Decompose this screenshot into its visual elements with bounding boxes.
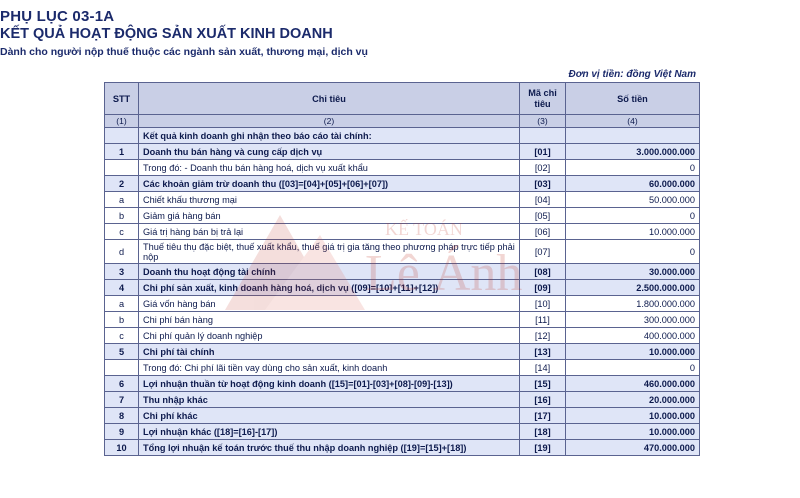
table-row (105, 160, 700, 176)
row-stt: 8 (105, 408, 139, 424)
row-amount: 10.000.000 (566, 424, 700, 440)
table-row (105, 360, 700, 376)
row-code: [13] (520, 344, 566, 360)
row-stt: a (105, 192, 139, 208)
table-row (105, 440, 700, 456)
row-amount: 470.000.000 (566, 440, 700, 456)
report-table (104, 82, 700, 456)
row-indicator: Trong đó: Chi phí lãi tiền vay dùng cho sản xuất, kinh doanh (139, 360, 520, 376)
row-code: [18] (520, 424, 566, 440)
row-indicator: Giá vốn hàng bán (139, 296, 520, 312)
row-stt: b (105, 208, 139, 224)
table-row (105, 328, 700, 344)
row-stt: 5 (105, 344, 139, 360)
row-code (520, 128, 566, 144)
row-indicator: Chi phí tài chính (139, 344, 520, 360)
page-description: Dành cho người nộp thuế thuộc các ngành sản xuất, thương mại, dịch vụ (0, 46, 368, 58)
row-stt: 4 (105, 280, 139, 296)
row-code: [19] (520, 440, 566, 456)
row-code: [14] (520, 360, 566, 376)
report-table-container (104, 82, 699, 490)
table-row (105, 392, 700, 408)
table-row (105, 376, 700, 392)
row-stt: 1 (105, 144, 139, 160)
row-amount: 10.000.000 (566, 344, 700, 360)
row-stt: 10 (105, 440, 139, 456)
table-row (105, 408, 700, 424)
table-row (105, 176, 700, 192)
row-amount: 0 (566, 240, 700, 264)
row-amount: 0 (566, 208, 700, 224)
row-amount: 0 (566, 160, 700, 176)
row-indicator: Trong đó: - Doanh thu bán hàng hoá, dịch vụ xuất khẩu (139, 160, 520, 176)
row-code: [05] (520, 208, 566, 224)
row-stt: b (105, 312, 139, 328)
table-header-row (105, 83, 700, 115)
row-indicator: Giảm giá hàng bán (139, 208, 520, 224)
table-row (105, 224, 700, 240)
row-indicator: Các khoản giảm trừ doanh thu ([03]=[04]+[05]+[06]+[07]) (139, 176, 520, 192)
row-indicator: Chiết khấu thương mại (139, 192, 520, 208)
column-header-indicator: Chỉ tiêu (139, 83, 520, 115)
row-stt: a (105, 296, 139, 312)
row-stt: 3 (105, 264, 139, 280)
row-stt: 9 (105, 424, 139, 440)
row-stt: c (105, 328, 139, 344)
row-indicator: Doanh thu bán hàng và cung cấp dịch vụ (139, 144, 520, 160)
row-code: [03] (520, 176, 566, 192)
column-header-stt: STT (105, 83, 139, 115)
table-row (105, 144, 700, 160)
row-code: [06] (520, 224, 566, 240)
row-indicator: Thuế tiêu thụ đặc biệt, thuế xuất khẩu, thuế giá trị gia tăng theo phương pháp trực tiếp phải nộp (139, 240, 520, 264)
row-stt: 6 (105, 376, 139, 392)
row-amount: 10.000.000 (566, 408, 700, 424)
table-row (105, 128, 700, 144)
row-code: [09] (520, 280, 566, 296)
row-code: [15] (520, 376, 566, 392)
row-indicator: Lợi nhuận thuần từ hoạt động kinh doanh ([15]=[01]-[03]+[08]-[09]-[13]) (139, 376, 520, 392)
row-indicator: Kết quả kinh doanh ghi nhận theo báo cáo tài chính: (139, 128, 520, 144)
table-row (105, 296, 700, 312)
column-number-row (105, 115, 700, 128)
row-code: [11] (520, 312, 566, 328)
row-code: [08] (520, 264, 566, 280)
table-row (105, 424, 700, 440)
table-row (105, 312, 700, 328)
row-amount: 300.000.000 (566, 312, 700, 328)
row-code: [07] (520, 240, 566, 264)
row-code: [17] (520, 408, 566, 424)
row-amount: 50.000.000 (566, 192, 700, 208)
table-row (105, 240, 700, 264)
table-row (105, 208, 700, 224)
row-code: [12] (520, 328, 566, 344)
row-indicator: Tổng lợi nhuận kế toán trước thuế thu nhập doanh nghiệp ([19]=[15]+[18]) (139, 440, 520, 456)
row-amount: 10.000.000 (566, 224, 700, 240)
row-stt (105, 128, 139, 144)
row-amount: 30.000.000 (566, 264, 700, 280)
row-stt (105, 160, 139, 176)
row-indicator: Giá trị hàng bán bị trả lại (139, 224, 520, 240)
row-amount (566, 128, 700, 144)
column-number: (3) (520, 115, 566, 128)
watermark-text-main: Lê Ánh (365, 245, 523, 302)
row-indicator: Chi phí khác (139, 408, 520, 424)
currency-unit: Đơn vị tiền: đồng Việt Nam (568, 69, 696, 80)
column-number: (1) (105, 115, 139, 128)
row-indicator: Lợi nhuận khác ([18]=[16]-[17]) (139, 424, 520, 440)
row-amount: 60.000.000 (566, 176, 700, 192)
column-header-code: Mã chỉ tiêu (520, 83, 566, 115)
table-row (105, 280, 700, 296)
row-amount: 2.500.000.000 (566, 280, 700, 296)
row-indicator: Thu nhập khác (139, 392, 520, 408)
row-amount: 20.000.000 (566, 392, 700, 408)
table-row (105, 192, 700, 208)
row-amount: 1.800.000.000 (566, 296, 700, 312)
row-amount: 400.000.000 (566, 328, 700, 344)
row-stt: 7 (105, 392, 139, 408)
watermark-text-top: KẾ TOÁN (385, 219, 463, 239)
row-code: [01] (520, 144, 566, 160)
table-body (105, 128, 700, 456)
row-indicator: Chi phí bán hàng (139, 312, 520, 328)
table-row (105, 264, 700, 280)
row-amount: 0 (566, 360, 700, 376)
column-number: (4) (566, 115, 700, 128)
row-code: [10] (520, 296, 566, 312)
row-stt: d (105, 240, 139, 264)
column-header-amount: Số tiền (566, 83, 700, 115)
page-title: PHỤ LỤC 03-1A (0, 8, 115, 25)
row-indicator: Chi phí sản xuất, kinh doanh hàng hoá, dịch vụ ([09]=[10]+[11]+[12]) (139, 280, 520, 296)
table-row (105, 344, 700, 360)
row-stt (105, 360, 139, 376)
row-code: [16] (520, 392, 566, 408)
row-amount: 3.000.000.000 (566, 144, 700, 160)
row-code: [04] (520, 192, 566, 208)
page-subtitle: KẾT QUẢ HOẠT ĐỘNG SẢN XUẤT KINH DOANH (0, 26, 333, 42)
row-stt: c (105, 224, 139, 240)
row-code: [02] (520, 160, 566, 176)
column-number: (2) (139, 115, 520, 128)
row-stt: 2 (105, 176, 139, 192)
row-indicator: Doanh thu hoạt động tài chính (139, 264, 520, 280)
row-indicator: Chi phí quản lý doanh nghiệp (139, 328, 520, 344)
row-amount: 460.000.000 (566, 376, 700, 392)
